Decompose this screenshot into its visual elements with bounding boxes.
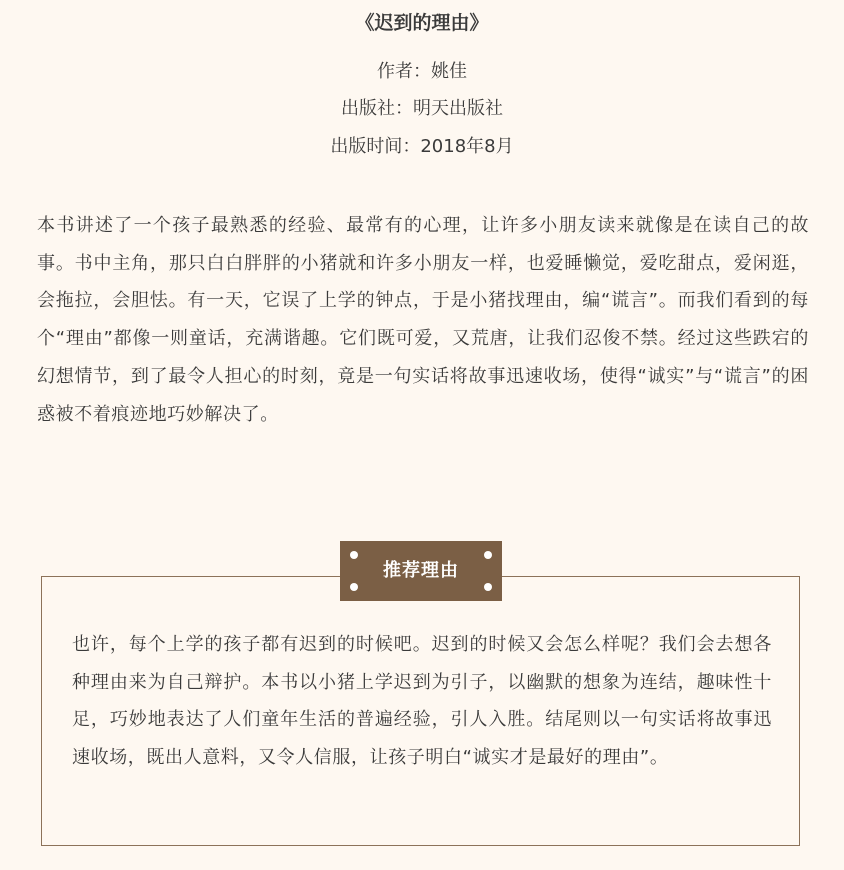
book-publisher: 出版社：明天出版社 bbox=[341, 98, 503, 119]
recommendation-badge bbox=[340, 541, 502, 601]
badge-dot-icon bbox=[484, 583, 492, 591]
badge-dot-icon bbox=[350, 551, 358, 559]
recommendation-heading: 推荐理由 bbox=[383, 560, 459, 581]
badge-dot-icon bbox=[350, 583, 358, 591]
book-publish-date: 出版时间：2018年8月 bbox=[330, 136, 514, 157]
book-title: 《迟到的理由》 bbox=[355, 12, 489, 34]
book-summary: 本书讲述了一个孩子最熟悉的经验、最常有的心理，让许多小朋友读来就像是在读自己的故事。书中主角，那只白白胖胖的小猪就和许多小朋友一样，也爱睡懒觉，爱吃甜点，爱闲逛，会拖拉，会胆怯。有一天，它误了上学的钟点，于是小猪找理由，编“谎言”。而我们看到的每个“理由”都像一则童话，充满谐趣。它们既可爱，又荒唐，让我们忍俊不禁。经过这些跌宕的幻想情节，到了最令人担心的时刻，竟是一句实话将故事迅速收场，使得“诚实”与“谎言”的困惑被不着痕迹地巧妙解决了。 bbox=[37, 215, 809, 425]
recommendation-text: 也许，每个上学的孩子都有迟到的时候吧。迟到的时候又会怎么样呢？我们会去想各种理由来为自己辩护。本书以小猪上学迟到为引子，以幽默的想象为连结，趣味性十足，巧妙地表达了人们童年生活的普遍经验，引人入胜。结尾则以一句实话将故事迅速收场，既出人意料，又令人信服，让孩子明白“诚实才是最好的理由”。 bbox=[72, 634, 772, 769]
badge-dot-icon bbox=[484, 551, 492, 559]
book-author: 作者：姚佳 bbox=[377, 61, 467, 82]
